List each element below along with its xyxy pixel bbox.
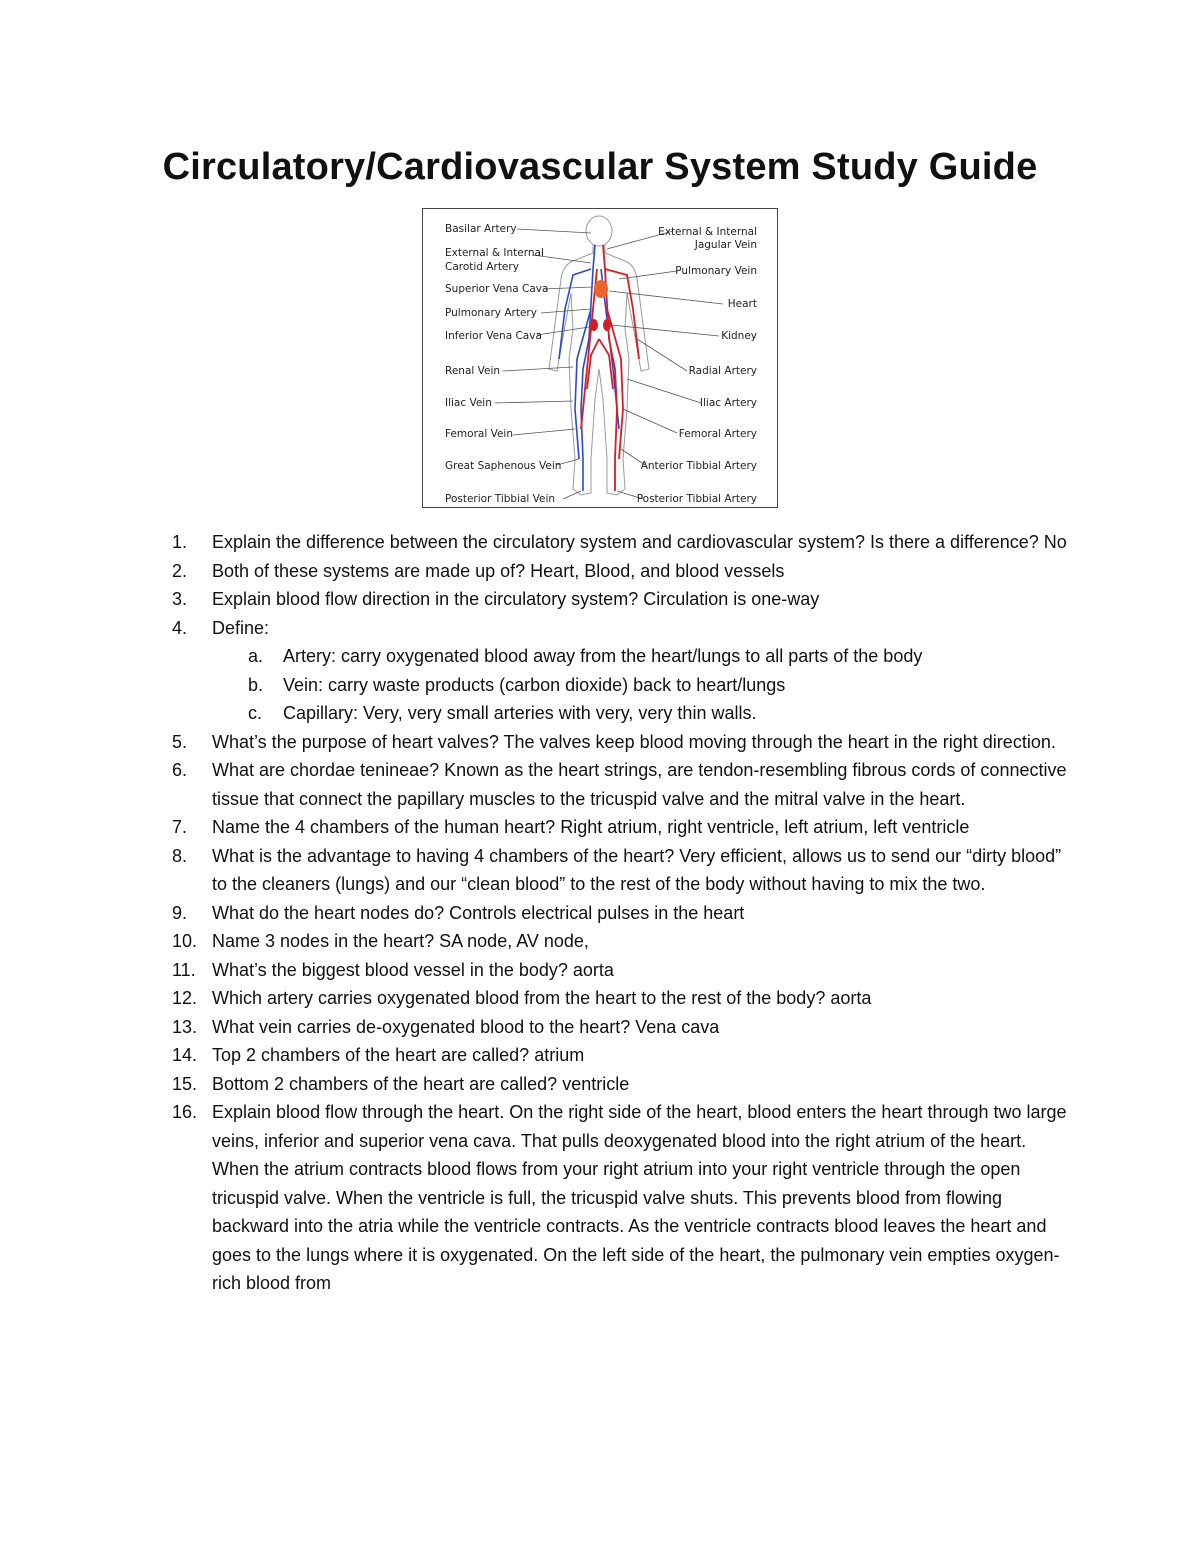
question-number: 9. — [172, 902, 188, 923]
definition-text: Artery: carry oxygenated blood away from the heart/lungs to all parts of the body — [283, 646, 923, 666]
label-external-internal-jugular-1: External & Internal — [658, 226, 757, 238]
definition-letter: c. — [248, 703, 263, 723]
question-text: What do the heart nodes do? Controls electrical pulses in the heart — [212, 902, 745, 923]
question-10 — [160, 927, 1070, 956]
question-6 — [160, 756, 1070, 813]
question-text: Explain blood flow direction in the circulatory system? Circulation is one-way — [212, 589, 820, 609]
question-text: Both of these systems are made up of? Heart, Blood, and blood vessels — [212, 560, 785, 581]
label-external-internal-carotid-2: Carotid Artery — [445, 261, 519, 273]
question-text: What are chordae tenineae? Known as the heart strings, are tendon-resembling fibrous cords of connective tissue that connect the papillary muscles to the tricuspid valve and the mitral valve in the heart. — [212, 760, 1067, 809]
definition-text: Vein: carry waste products (carbon dioxide) back to heart/lungs — [283, 674, 786, 695]
question-text: Explain blood flow through the heart. On the right side of the heart, blood enters the heart through two large veins, inferior and superior vena cava. That pulls deoxygenated blood into the right atrium of the heart. When the atrium contracts blood flows from your right atrium into your right ventricle through the open tricuspid valve. When the ventricle is full, the tricuspid valve shuts. This prevents blood from flowing backward into the atria while the ventricle contracts. As the ventricle contracts blood leaves the heart and goes to the lungs where it is oxygenated. On the left side of the heart, the pulmonary vein empties oxygen-rich blood from — [212, 1102, 1067, 1293]
question-number: 1. — [172, 532, 188, 552]
label-posterior-tibbial-artery: Posterior Tibbial Artery — [636, 493, 757, 505]
question-14 — [160, 1041, 1070, 1070]
label-radial-artery: Radial Artery — [688, 365, 757, 377]
label-posterior-tibbial-vein: Posterior Tibbial Vein — [445, 493, 556, 505]
label-anterior-tibbial-artery: Anterior Tibbial Artery — [640, 460, 757, 472]
label-iliac-vein: Iliac Vein — [445, 397, 492, 409]
question-text: What’s the purpose of heart valves? The valves keep blood moving through the heart in the right direction. — [212, 731, 1056, 752]
definition-artery — [212, 642, 1070, 671]
question-9 — [160, 899, 1070, 928]
question-15 — [160, 1070, 1070, 1099]
circulatory-system-diagram — [422, 208, 778, 508]
question-text: Which artery carries oxygenated blood from the heart to the rest of the body? aorta — [212, 988, 872, 1008]
question-number: 6. — [172, 760, 188, 780]
question-number: 12. — [172, 988, 198, 1008]
question-4 — [160, 614, 1070, 728]
label-inferior-vena-cava: Inferior Vena Cava — [445, 330, 542, 342]
definition-letter: b. — [248, 674, 264, 695]
question-number: 2. — [172, 560, 188, 581]
question-number: 16. — [172, 1102, 198, 1122]
label-great-saphenous-vein: Great Saphenous Vein — [445, 460, 562, 472]
question-number: 7. — [172, 817, 188, 837]
question-number: 4. — [172, 617, 188, 638]
definition-vein — [212, 671, 1070, 700]
question-1 — [160, 528, 1070, 557]
definition-capillary — [212, 699, 1070, 728]
label-basilar-artery: Basilar Artery — [445, 223, 517, 235]
label-kidney: Kidney — [721, 330, 757, 342]
question-16 — [160, 1098, 1070, 1298]
question-8 — [160, 842, 1070, 899]
question-number: 15. — [172, 1073, 198, 1094]
question-3 — [160, 585, 1070, 614]
question-number: 5. — [172, 731, 188, 752]
question-11 — [160, 956, 1070, 985]
question-text: Explain the difference between the circulatory system and cardiovascular system? Is there a difference? No — [212, 532, 1067, 552]
question-5 — [160, 728, 1070, 757]
question-text: Top 2 chambers of the heart are called? atrium — [212, 1045, 585, 1065]
question-number: 8. — [172, 845, 188, 866]
question-number: 10. — [172, 931, 198, 951]
label-renal-vein: Renal Vein — [445, 365, 501, 377]
definition-letter: a. — [248, 646, 264, 666]
label-femoral-vein: Femoral Vein — [445, 428, 513, 440]
question-7 — [160, 813, 1070, 842]
definition-list — [212, 642, 1070, 728]
question-number: 11. — [172, 959, 196, 980]
label-iliac-artery: Iliac Artery — [699, 397, 757, 409]
label-femoral-artery: Femoral Artery — [678, 428, 757, 440]
label-external-internal-carotid-1: External & Internal — [445, 247, 544, 259]
question-text: Name 3 nodes in the heart? SA node, AV node, — [212, 931, 589, 951]
question-13 — [160, 1013, 1070, 1042]
question-2 — [160, 557, 1070, 586]
question-12 — [160, 984, 1070, 1013]
page-title: Circulatory/Cardiovascular System Study Guide — [162, 146, 1038, 188]
question-list — [160, 528, 1070, 1298]
question-text: What’s the biggest blood vessel in the body? aorta — [212, 959, 614, 980]
question-text: Define: — [212, 617, 270, 638]
label-pulmonary-vein: Pulmonary Vein — [675, 265, 757, 277]
label-external-internal-jugular-2: Jagular Vein — [694, 239, 757, 251]
label-heart: Heart — [727, 298, 757, 310]
question-text: What is the advantage to having 4 chambers of the heart? Very efficient, allows us to send our “dirty blood” to the cleaners (lungs) and our “clean blood” to the rest of the body without having to mix the two. — [212, 845, 1062, 894]
question-text: Bottom 2 chambers of the heart are called? ventricle — [212, 1073, 630, 1094]
question-number: 13. — [172, 1016, 198, 1037]
question-number: 14. — [172, 1045, 198, 1065]
question-text: Name the 4 chambers of the human heart? Right atrium, right ventricle, left atrium, left ventricle — [212, 817, 970, 837]
label-superior-vena-cava: Superior Vena Cava — [445, 283, 549, 295]
question-number: 3. — [172, 589, 188, 609]
question-text: What vein carries de-oxygenated blood to the heart? Vena cava — [212, 1016, 720, 1037]
definition-text: Capillary: Very, very small arteries with very, very thin walls. — [283, 703, 757, 723]
label-pulmonary-artery: Pulmonary Artery — [445, 307, 537, 319]
